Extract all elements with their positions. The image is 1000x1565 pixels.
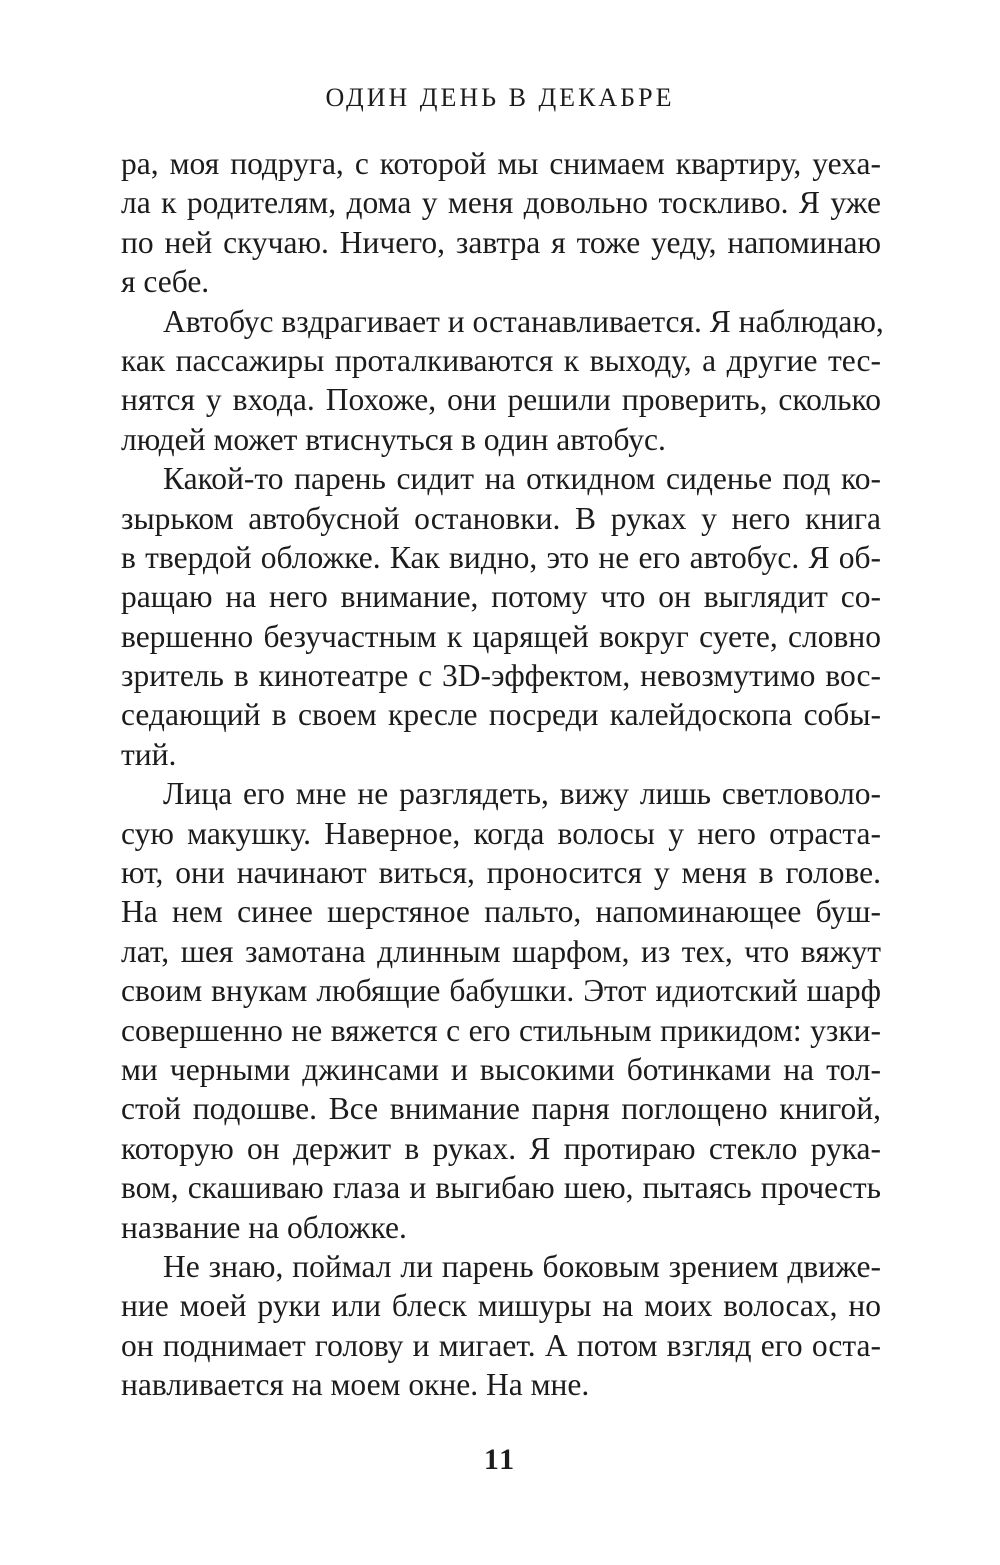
text-line: по ней скучаю. Ничего, завтра я тоже уеду, напоминаю <box>121 224 881 260</box>
text-line: Лица его мне не разглядеть, вижу лишь светловоло- <box>163 776 881 812</box>
text-line: он поднимает голову и мигает. А потом взгляд его оста- <box>121 1327 881 1363</box>
text-line: в твердой обложке. Как видно, это не его автобус. Я об- <box>121 539 881 575</box>
text-line: нятся у входа. Похоже, они решили проверить, сколько <box>121 382 881 418</box>
text-line: название на обложке. <box>121 1209 407 1245</box>
text-line: зритель в кинотеатре с 3D-эффектом, невозмутимо вос- <box>121 658 881 694</box>
text-line: людей может втиснуться в один автобус. <box>121 421 666 457</box>
text-line: ют, они начинают виться, проносится у меня в голове. <box>121 855 881 891</box>
text-line: стой подошве. Все внимание парня поглощено книгой, <box>121 1091 881 1127</box>
text-line: лат, шея замотана длинным шарфом, из тех, что вяжут <box>121 933 881 969</box>
text-line: тий. <box>121 736 177 772</box>
text-line: своим внукам любящие бабушки. Этот идиотский шарф <box>121 973 881 1009</box>
text-line: ние моей руки или блеск мишуры на моих волосах, но <box>121 1288 881 1324</box>
text-line: Какой-то парень сидит на откидном сиденье под ко- <box>163 461 881 497</box>
text-line: зырьком автобусной остановки. В руках у него книга <box>121 500 881 536</box>
text-line: седающий в своем кресле посреди калейдоскопа собы- <box>121 697 881 733</box>
text-line: я себе. <box>121 264 210 300</box>
text-line: как пассажиры проталкиваются к выходу, а другие тес- <box>121 342 881 378</box>
text-line: совершенно не вяжется с его стильным прикидом: узки- <box>121 1012 881 1048</box>
text-line: которую он держит в руках. Я протираю стекло рука- <box>121 1130 881 1166</box>
text-line: сую макушку. Наверное, когда волосы у него отраста- <box>121 815 881 851</box>
text-line: навливается на моем окне. На мне. <box>121 1367 590 1403</box>
text-line: Автобус вздрагивает и останавливается. Я наблюдаю, <box>163 303 884 339</box>
text-line: ращаю на него внимание, потому что он выглядит со- <box>121 579 881 615</box>
text-line: Не знаю, поймал ли парень боковым зрением движе- <box>163 1248 881 1284</box>
text-line: ми черными джинсами и высокими ботинками на тол- <box>121 1051 881 1087</box>
text-line: На нем синее шерстяное пальто, напоминающее буш- <box>121 894 881 930</box>
text-line: вершенно безучастным к царящей вокруг суете, словно <box>121 618 881 654</box>
page-number: 11 <box>483 1443 517 1476</box>
text-line: ла к родителям, дома у меня довольно тоскливо. Я уже <box>121 185 881 221</box>
running-header: ОДИН ДЕНЬ В ДЕКАБРЕ <box>325 83 675 112</box>
text-line: вом, скашиваю глаза и выгибаю шею, пытаясь прочесть <box>121 1170 881 1206</box>
body-text <box>121 144 884 1405</box>
text-line: ра, моя подруга, с которой мы снимаем квартиру, уеха- <box>121 146 881 181</box>
